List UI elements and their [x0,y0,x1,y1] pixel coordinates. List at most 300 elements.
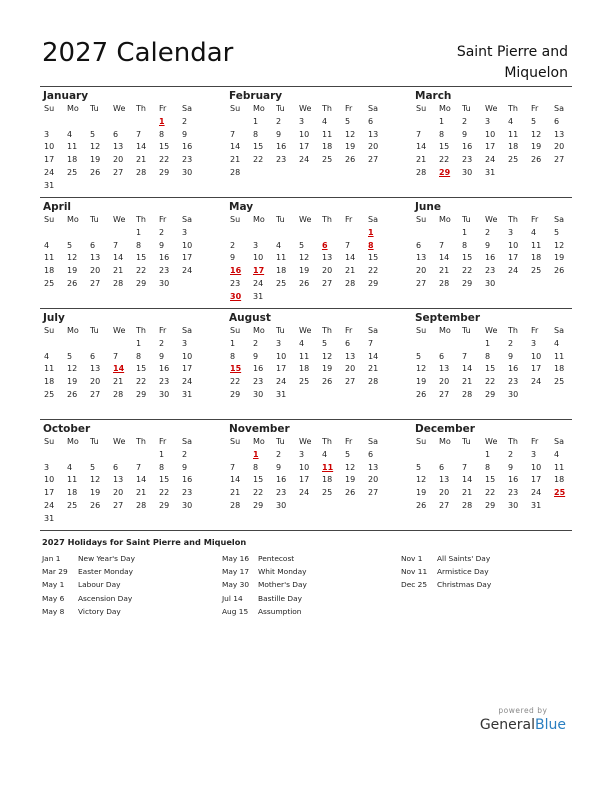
weekday-label: Mo [67,215,79,224]
day-cell: 21 [416,155,427,165]
day-cell: 22 [485,377,496,387]
day-cell: 20 [439,377,450,387]
weekday-label: Tu [462,326,471,335]
day-cell: 5 [531,116,537,126]
holiday-day-cell: 1 [159,116,165,126]
month-name: August [229,312,271,324]
day-cell: 1 [136,338,142,348]
day-cell: 25 [322,155,333,165]
day-cell: 2 [508,449,514,459]
day-cell: 27 [368,488,379,498]
empty-cell [458,338,481,351]
day-cell: 10 [485,129,496,139]
weekday-header [412,214,572,227]
weekday-label: Sa [182,326,192,335]
empty-cell [412,338,435,351]
weekday-label: We [299,437,312,446]
day-cell: 23 [230,278,241,288]
day-cell: 26 [322,377,333,387]
day-cell: 5 [67,351,73,361]
day-cell: 15 [485,364,496,374]
month-row [40,197,572,308]
holiday-entry [222,578,307,591]
day-cell: 12 [531,129,542,139]
day-cell: 23 [276,488,287,498]
weekday-header [40,325,200,338]
day-cell: 16 [159,253,170,263]
day-cell: 7 [439,240,445,250]
day-cell: 13 [368,462,379,472]
day-cell: 27 [416,278,427,288]
day-cell: 29 [136,389,147,399]
day-cell: 4 [554,338,560,348]
weekday-label: We [113,326,126,335]
weekday-header [226,214,386,227]
day-cell: 7 [368,338,374,348]
empty-cell [86,227,109,240]
month-february [226,87,386,180]
day-cell: 12 [416,475,427,485]
day-cell: 28 [462,389,473,399]
day-cell: 5 [416,351,422,361]
day-cell: 10 [182,240,193,250]
holiday-day-cell: 14 [113,364,125,374]
day-cell: 17 [44,155,55,165]
day-cell: 16 [182,475,193,485]
day-cell: 18 [44,266,55,276]
day-cell: 18 [44,377,55,387]
month-september [412,309,572,402]
weekday-label: We [299,326,312,335]
day-cell: 25 [67,500,78,510]
day-cell: 17 [182,364,193,374]
weekday-label: Mo [439,437,451,446]
day-cell: 1 [159,449,165,459]
holiday-day-cell: 17 [253,266,265,276]
day-cell: 28 [345,278,356,288]
day-cell: 3 [253,240,259,250]
day-cell: 17 [531,475,542,485]
weekday-label: Tu [276,437,285,446]
holiday-name: All Saints' Day [437,554,491,563]
day-cell: 30 [462,167,473,177]
powered-by-text: powered by [498,706,548,715]
day-cell: 2 [182,449,188,459]
day-cell: 26 [416,500,427,510]
month-name: April [43,201,72,213]
holiday-column [222,552,307,618]
empty-cell [63,116,86,129]
day-cell: 5 [345,116,351,126]
day-cell: 18 [276,266,287,276]
weekday-label: Th [322,437,332,446]
day-cell: 19 [322,364,333,374]
day-cell: 12 [67,253,78,263]
day-cell: 20 [90,266,101,276]
day-cell: 21 [230,488,241,498]
day-cell: 14 [462,364,473,374]
day-cell: 18 [554,364,565,374]
day-cell: 3 [44,462,50,472]
weekday-label: Mo [439,326,451,335]
holiday-day-cell: 8 [368,240,374,250]
month-october [40,420,200,526]
weekday-label: Sa [368,437,378,446]
weekday-label: We [113,215,126,224]
empty-cell [86,338,109,351]
day-cell: 27 [113,500,124,510]
day-cell: 13 [554,129,565,139]
empty-cell [40,116,63,129]
generalblue-logo[interactable] [480,717,566,733]
empty-cell [458,449,481,462]
weekday-label: We [113,437,126,446]
empty-cell [318,227,341,240]
weekday-header [412,436,572,449]
day-cell: 17 [508,253,519,263]
day-cell: 16 [462,142,473,152]
weekday-header [40,214,200,227]
day-cell: 26 [90,500,101,510]
weekday-label: Sa [182,437,192,446]
day-cell: 22 [368,266,379,276]
day-cell: 12 [416,364,427,374]
day-cell: 28 [113,278,124,288]
day-cell: 13 [322,253,333,263]
day-cell: 16 [182,142,193,152]
day-cell: 7 [230,462,236,472]
empty-cell [109,449,132,462]
day-cell: 13 [439,364,450,374]
day-cell: 19 [345,142,356,152]
holiday-date: Nov 11 [401,567,428,577]
day-cell: 25 [322,488,333,498]
day-cell: 20 [439,488,450,498]
weekday-label: Fr [345,215,353,224]
day-cell: 26 [416,389,427,399]
weekday-header [226,436,386,449]
holiday-entry [401,578,491,591]
holiday-column [42,552,135,618]
day-cell: 13 [368,129,379,139]
day-cell: 6 [554,116,560,126]
day-cell: 21 [230,155,241,165]
day-cell: 26 [90,167,101,177]
day-cell: 29 [485,389,496,399]
day-cell: 22 [485,488,496,498]
day-cell: 27 [113,167,124,177]
day-grid [226,449,386,513]
day-cell: 24 [299,155,310,165]
day-cell: 9 [182,462,188,472]
day-cell: 2 [230,240,236,250]
holiday-date: Nov 1 [401,554,423,563]
weekday-label: Su [416,215,427,224]
weekday-label: Mo [253,326,265,335]
day-cell: 15 [253,142,264,152]
day-cell: 3 [508,227,514,237]
day-cell: 7 [230,129,236,139]
weekday-label: Su [230,104,241,113]
day-cell: 4 [322,449,328,459]
day-cell: 30 [276,500,287,510]
day-cell: 14 [136,142,147,152]
month-june [412,198,572,291]
holiday-name: Assumption [258,606,302,616]
month-row [40,86,572,197]
day-cell: 8 [159,129,165,139]
day-cell: 5 [554,227,560,237]
day-cell: 30 [182,167,193,177]
day-cell: 4 [531,227,537,237]
weekday-label: Fr [159,326,167,335]
day-cell: 13 [416,253,427,263]
day-cell: 13 [113,475,124,485]
weekday-label: Mo [253,215,265,224]
day-cell: 1 [230,338,236,348]
day-cell: 27 [554,155,565,165]
day-cell: 31 [276,389,287,399]
day-cell: 2 [462,116,468,126]
weekday-label: Mo [67,326,79,335]
day-cell: 18 [554,475,565,485]
weekday-label: Sa [554,104,564,113]
holiday-entry [222,605,307,618]
day-cell: 28 [136,500,147,510]
day-grid [40,338,200,402]
holiday-date: Jul 14 [222,593,243,603]
month-name: July [43,312,65,324]
day-cell: 9 [159,240,165,250]
day-cell: 8 [159,462,165,472]
month-name: February [229,90,283,102]
day-cell: 5 [322,338,328,348]
day-cell: 12 [554,240,565,250]
day-cell: 22 [159,488,170,498]
weekday-label: Tu [276,215,285,224]
day-cell: 4 [44,240,50,250]
footer-brand [480,706,566,733]
weekday-header [226,325,386,338]
day-cell: 22 [230,377,241,387]
day-cell: 14 [462,475,473,485]
day-cell: 12 [345,462,356,472]
day-cell: 20 [345,364,356,374]
day-cell: 6 [113,129,119,139]
day-cell: 23 [182,488,193,498]
day-cell: 20 [368,142,379,152]
day-cell: 20 [368,475,379,485]
day-cell: 14 [439,253,450,263]
holiday-date: May 1 [42,580,65,590]
day-cell: 23 [159,266,170,276]
holiday-name: Labour Day [78,580,121,590]
day-cell: 12 [322,351,333,361]
day-cell: 22 [462,266,473,276]
day-cell: 28 [113,389,124,399]
weekday-label: Sa [554,215,564,224]
day-cell: 8 [462,240,468,250]
empty-cell [109,116,132,129]
day-cell: 14 [345,253,356,263]
day-cell: 22 [159,155,170,165]
weekday-header [40,103,200,116]
day-cell: 22 [253,155,264,165]
weekday-label: We [485,326,498,335]
day-grid [412,338,572,402]
month-august [226,309,386,402]
holiday-entry [401,565,491,578]
holiday-day-cell: 29 [439,167,451,177]
day-cell: 22 [136,377,147,387]
day-cell: 15 [368,253,379,263]
day-cell: 18 [322,475,333,485]
day-cell: 12 [67,364,78,374]
day-cell: 6 [113,462,119,472]
weekday-label: Su [44,326,55,335]
weekday-label: Sa [182,104,192,113]
calendar-grid [40,86,572,531]
day-cell: 3 [182,227,188,237]
day-cell: 9 [253,351,259,361]
day-cell: 16 [485,253,496,263]
country-name [368,42,568,84]
day-cell: 5 [299,240,305,250]
empty-cell [86,449,109,462]
month-april [40,198,200,291]
day-cell: 10 [182,351,193,361]
weekday-label: Fr [531,104,539,113]
weekday-header [226,103,386,116]
holiday-name: Ascension Day [78,593,133,603]
weekday-label: Th [508,326,518,335]
weekday-label: Fr [531,326,539,335]
day-cell: 28 [230,500,241,510]
holiday-date: May 16 [222,554,250,563]
day-cell: 10 [299,129,310,139]
day-cell: 25 [299,377,310,387]
empty-cell [295,227,318,240]
weekday-header [412,325,572,338]
day-cell: 20 [416,266,427,276]
day-cell: 21 [113,266,124,276]
day-cell: 9 [276,462,282,472]
day-cell: 18 [508,142,519,152]
day-cell: 5 [90,129,96,139]
day-cell: 27 [345,377,356,387]
day-cell: 28 [230,167,241,177]
day-cell: 26 [345,488,356,498]
day-cell: 19 [416,488,427,498]
day-cell: 10 [44,475,55,485]
day-cell: 25 [508,155,519,165]
day-cell: 18 [531,253,542,263]
weekday-label: We [485,104,498,113]
month-july [40,309,200,402]
day-cell: 19 [416,377,427,387]
day-cell: 21 [136,155,147,165]
weekday-label: Su [44,104,55,113]
holidays-title: 2027 Holidays for Saint Pierre and Miquelon [42,537,247,547]
weekday-label: Fr [159,437,167,446]
day-cell: 19 [67,377,78,387]
day-cell: 30 [508,500,519,510]
holiday-day-cell: 1 [368,227,374,237]
weekday-label: Tu [90,104,99,113]
day-cell: 25 [44,389,55,399]
weekday-label: Tu [90,326,99,335]
day-cell: 6 [368,116,374,126]
day-cell: 28 [439,278,450,288]
day-cell: 9 [230,253,236,263]
holiday-day-cell: 16 [230,266,242,276]
weekday-label: Fr [159,215,167,224]
day-cell: 26 [554,266,565,276]
day-cell: 19 [554,253,565,263]
weekday-label: Th [136,215,146,224]
day-cell: 5 [67,240,73,250]
day-cell: 6 [416,240,422,250]
day-cell: 27 [90,278,101,288]
day-cell: 29 [253,500,264,510]
day-cell: 6 [439,351,445,361]
weekday-label: Sa [368,215,378,224]
day-cell: 3 [485,116,491,126]
day-cell: 17 [276,364,287,374]
empty-cell [226,227,249,240]
day-grid [412,449,572,513]
weekday-label: Sa [182,215,192,224]
weekday-label: Fr [345,326,353,335]
day-cell: 17 [531,364,542,374]
day-cell: 6 [368,449,374,459]
holiday-day-cell: 1 [253,449,259,459]
weekday-label: Tu [90,215,99,224]
holiday-date: May 6 [42,593,65,603]
weekday-label: Th [508,437,518,446]
day-cell: 14 [416,142,427,152]
holiday-day-cell: 6 [322,240,328,250]
day-cell: 24 [44,500,55,510]
weekday-label: We [485,215,498,224]
weekday-label: Sa [368,104,378,113]
holiday-entry [42,552,135,565]
day-cell: 23 [508,488,519,498]
holiday-entry [42,578,135,591]
day-cell: 2 [159,227,165,237]
day-cell: 19 [299,266,310,276]
day-grid [412,116,572,180]
month-name: June [415,201,441,213]
day-cell: 10 [276,351,287,361]
day-grid [40,227,200,291]
day-cell: 23 [276,155,287,165]
day-cell: 26 [531,155,542,165]
day-cell: 17 [44,488,55,498]
day-cell: 25 [67,167,78,177]
day-cell: 3 [299,449,305,459]
holiday-date: May 17 [222,567,250,577]
day-cell: 25 [554,377,565,387]
day-cell: 20 [90,377,101,387]
day-cell: 28 [462,500,473,510]
day-cell: 7 [345,240,351,250]
day-cell: 5 [345,449,351,459]
holiday-name: Victory Day [78,606,121,616]
day-cell: 24 [531,377,542,387]
day-cell: 3 [182,338,188,348]
day-cell: 16 [508,364,519,374]
